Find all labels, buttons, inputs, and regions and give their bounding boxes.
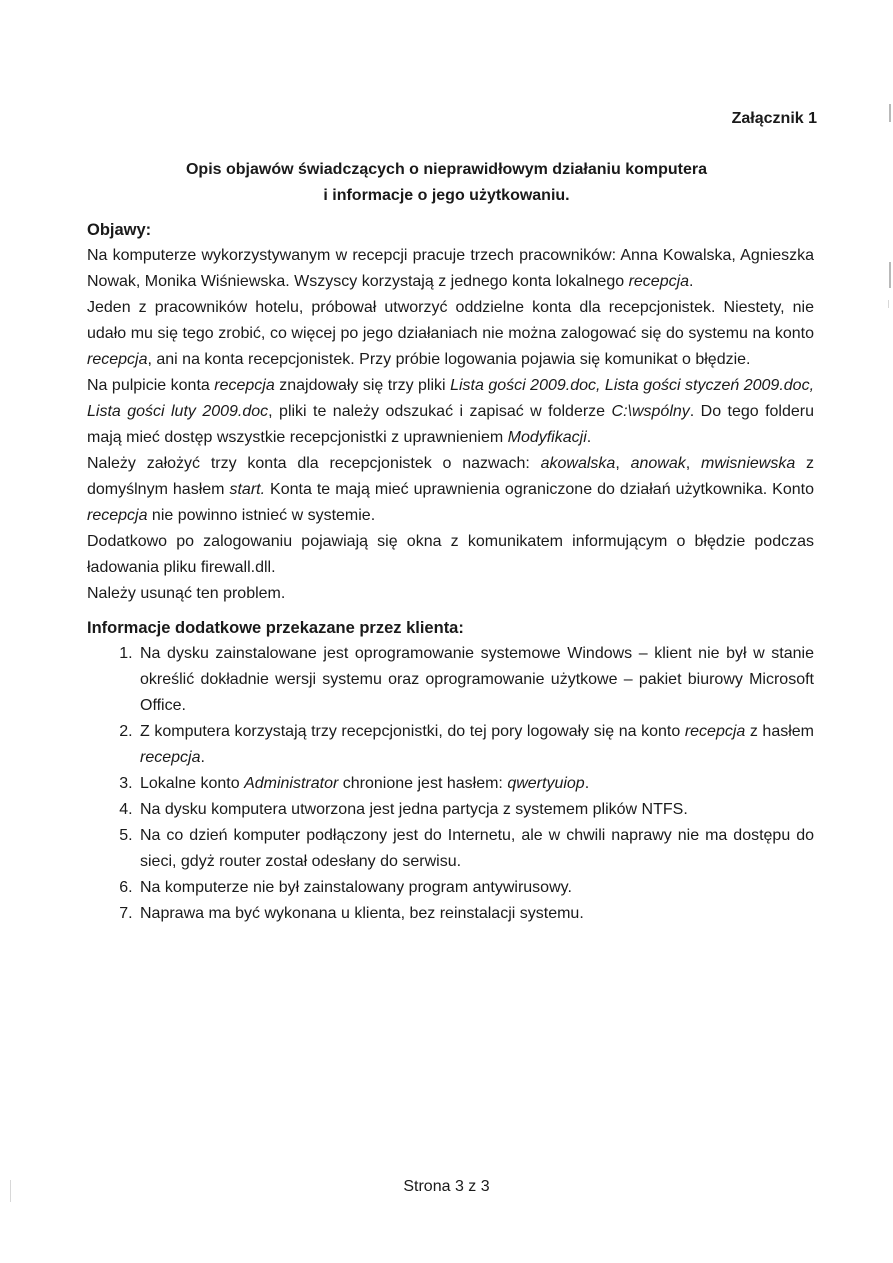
scan-edge-mark xyxy=(888,300,889,308)
text-run: Konta te mają mieć uprawnienia ograniczone do działań użytkownika. Konto xyxy=(265,481,814,498)
scan-edge-mark xyxy=(889,104,891,122)
italic-run: recepcja xyxy=(140,749,201,766)
paragraph xyxy=(87,451,814,529)
text-run: , ani na konta recepcjonistek. Przy próbie logowania pojawia się komunikat o błędzie. xyxy=(147,351,751,368)
text-run: , xyxy=(685,455,701,472)
text-run: . xyxy=(584,775,590,792)
text-run: Na pulpicie konta xyxy=(87,377,215,394)
italic-run: recepcja xyxy=(87,507,148,524)
scan-edge-mark xyxy=(889,262,891,288)
annex-label: Załącznik 1 xyxy=(731,110,817,127)
italic-run: recepcja xyxy=(628,273,690,290)
text-run: znajdowały się trzy pliki xyxy=(274,377,451,394)
italic-run: start. xyxy=(229,481,266,498)
paragraph xyxy=(87,373,814,451)
italic-run: C:\wspólny xyxy=(611,403,690,420)
document-body xyxy=(87,217,814,927)
text-run: z hasłem xyxy=(745,723,815,740)
paragraph: Należy usunąć ten problem. xyxy=(87,585,286,602)
text-run: , xyxy=(615,455,631,472)
text-run: nie powinno istnieć w systemie. xyxy=(147,507,376,524)
italic-run: Lista gości 2009.doc, Lista gości styczeń 2009.doc, Lista gości luty 2009.doc xyxy=(87,377,815,420)
title-line: Opis objawów świadczących o nieprawidłowym działaniu komputera xyxy=(185,161,707,178)
page-footer: Strona 3 z 3 xyxy=(403,1178,490,1195)
text-run: . xyxy=(200,749,205,766)
list-item xyxy=(137,719,814,771)
text-run: Na komputerze wykorzystywanym w recepcji pracuje trzech pracowników: Anna Kowalska, Agnieszka Nowak, Monika Wiśniewska. Wszyscy korzystają z jednego konta lokalnego xyxy=(87,247,814,290)
italic-run: recepcja xyxy=(214,377,275,394)
italic-run: qwertyuiop xyxy=(507,775,585,792)
list-item: 5. Na co dzień komputer podłączony jest do Internetu, ale w chwili naprawy nie ma dostępu do sieci, gdyż router został odesłany do serwisu. xyxy=(137,823,814,875)
info-heading: Informacje dodatkowe przekazane przez klienta: xyxy=(87,619,464,637)
list-item: 6. Na komputerze nie był zainstalowany program antywirusowy. xyxy=(137,875,814,901)
text-run: chronione jest hasłem: xyxy=(338,775,508,792)
list-item: 7. Naprawa ma być wykonana u klienta, bez reinstalacji systemu. xyxy=(137,901,814,927)
text-run: Lokalne konto xyxy=(140,775,245,792)
paragraph: Dodatkowo po zalogowaniu pojawiają się okna z komunikatem informującym o błędzie podczas ładowania pliku firewall.dll. xyxy=(87,533,814,576)
text-run: . Do tego folderu mają mieć dostęp wszystkie recepcjonistki z uprawnieniem xyxy=(87,403,815,446)
text-run: Z komputera korzystają trzy recepcjonistki, do tej pory logowały się na konto xyxy=(140,723,685,740)
list-item: 1. Na dysku zainstalowane jest oprogramowanie systemowe Windows – klient nie był w stanie określić dokładnie wersji systemu oraz oprogramowanie użytkowe – pakiet biurowy Microsoft Office. xyxy=(137,641,814,719)
info-list xyxy=(87,641,814,927)
text-run: , pliki te należy odszukać i zapisać w folderze xyxy=(268,403,612,420)
italic-run: mwisniewska xyxy=(700,455,796,472)
list-item: 4. Na dysku komputera utworzona jest jedna partycja z systemem plików NTFS. xyxy=(137,797,814,823)
title-line: i informacje o jego użytkowaniu. xyxy=(323,187,570,204)
text-run: . xyxy=(689,273,694,290)
italic-run: recepcja xyxy=(87,351,148,368)
paragraph xyxy=(87,243,814,295)
text-run: Należy założyć trzy konta dla recepcjonistek o nazwach: xyxy=(87,455,541,472)
italic-run: Modyfikacji xyxy=(507,429,587,446)
italic-run: anowak xyxy=(630,455,686,472)
paragraph xyxy=(87,295,814,373)
italic-run: recepcja xyxy=(684,723,746,740)
list-item xyxy=(137,771,814,797)
text-run: z domyślnym hasłem xyxy=(87,455,815,498)
symptoms-heading: Objawy: xyxy=(87,221,152,239)
italic-run: akowalska xyxy=(540,455,616,472)
italic-run: Administrator xyxy=(244,775,339,792)
text-run: . xyxy=(586,429,592,446)
document-title xyxy=(0,157,893,209)
text-run: Jeden z pracowników hotelu, próbował utworzyć oddzielne konta dla recepcjonistek. Niestety, nie udało mu się tego zrobić, co więcej po jego działaniach nie można zalogować się do systemu na konto xyxy=(87,299,814,342)
